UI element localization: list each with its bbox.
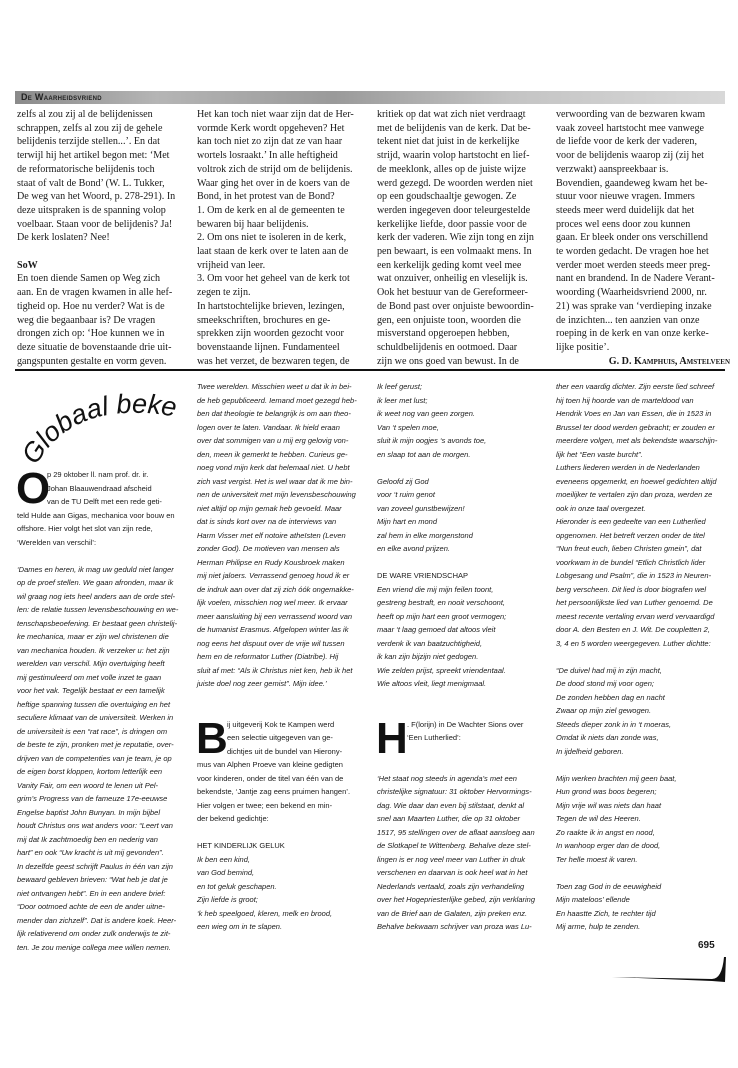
text-line: Twee werelden. Misschien weet u dat ik in bei- — [197, 382, 352, 391]
text-line: een selectie uitgegeven van ge- — [227, 733, 333, 742]
column-title-globaal-bekeken — [14, 378, 189, 468]
magazine-name: De Waarheidsvriend — [21, 92, 102, 102]
text-line: werd gezegd. De woorden werden niet — [377, 177, 533, 189]
text-line: sluit ik mijn oogjes ‘s avonds toe, — [377, 436, 487, 445]
text-line: niet ontvangen hebt”. En in een andere brief: — [17, 888, 166, 898]
text-line: en slaap tot aan de morgen. — [377, 449, 471, 459]
text-line: hij toen hij hoorde van de marteldood van — [556, 395, 694, 405]
text-line — [197, 691, 371, 705]
text-line: lijke positie’. — [556, 341, 610, 353]
text-line: meerdere volgen, met als bekendste waarschijn- — [556, 436, 718, 445]
text-line: misverstand opgeroepen hebben, — [377, 328, 510, 340]
text-line: zal hem in elke morgenstond — [377, 530, 473, 540]
text-line — [17, 245, 191, 259]
text-line: heftige spanning tussen die overtuiging en het — [17, 699, 171, 709]
text-line: mus van Alphen Proeve van kleine gedigten — [197, 760, 343, 769]
text-line: Ik ben een kind, — [197, 854, 250, 864]
text-line: gangspunten gestalte en vorm geven. — [17, 355, 167, 367]
text-line: De kerk loslaten? Nee! — [17, 232, 110, 244]
text-line: Mijn vrije wil was niets dan haat — [556, 800, 662, 810]
text-line: terwijl hij het artikel begon met: ‘Met — [17, 150, 170, 162]
text-line: mij dat Ik zachtmoedig ben en nederig van — [17, 834, 158, 844]
text-line: te worden gedacht. De vragen hoe het — [556, 246, 709, 258]
text-line: Mijn mateloos’ ellende — [556, 895, 630, 904]
text-line: In hartstochtelijke brieven, lezingen, — [197, 300, 345, 312]
text-line: voor de belijdenis waarop zij (zij het — [556, 150, 704, 162]
text-line: schuldbelijdenis en ootmoed. Daar — [377, 341, 518, 353]
text-line: door A. den Besten en J. Wit. De coupletten 2, — [556, 625, 710, 634]
text-line: Zijn liefde is groot; — [197, 895, 258, 904]
text-line: teld Hulde aan Gigas, mechanica voor bouw en — [17, 510, 175, 520]
text-line: Wie zelden prijst, spreekt vriendentaal. — [377, 665, 506, 675]
text-line: de meeklonk, alles op de juiste wijze — [377, 163, 526, 175]
author-signature: G. D. Kamphuis, Amstelveen — [608, 355, 730, 367]
text-line: Zwaar op mijn ziel gewogen. — [556, 706, 652, 715]
drop-cap: H — [376, 713, 408, 763]
text-line: belijdenis terzijde stellen...’. En dat — [17, 136, 160, 148]
text-line: . F(lorijn) in De Wachter Sions over — [407, 719, 524, 729]
text-line: hem en de reformator Luther (Diatribe). Hij — [197, 652, 339, 661]
text-line: Bovendien, gaandeweg kwam het be- — [556, 177, 708, 189]
text-line: was het verzet, de bezwaren tegen, de — [197, 355, 350, 367]
text-line: ‘Het staat nog steeds in agenda’s met een — [377, 773, 517, 783]
text-line: In ijdelheid geboren. — [556, 746, 624, 756]
text-line: Harm Visser met elf notoire atheïsten (Leven — [197, 530, 346, 540]
text-line: ben dat theologie te belangrijk is om aan theo- — [197, 409, 351, 418]
text-line: voorkwam in de bundel “Etlich Christlich lider — [556, 557, 706, 567]
text-line: HET KINDERLIJK GELUK — [197, 841, 285, 850]
text-line: Ter helle moest ik varen. — [556, 854, 638, 864]
text-line: offshore. Hier volgt het slot van zijn rede, — [17, 524, 153, 533]
text-line: grim’s Progress van de fameuze 17e-eeuwse — [17, 794, 168, 803]
text-line: dichtjes uit de bundel van Hierony- — [227, 746, 343, 756]
text-line: 3, 4 en 5 worden weergegeven. Luther dichtte: — [556, 638, 711, 648]
text-line: staat of valt de Bond’ (W. L. Tukker, — [17, 177, 165, 189]
page-end-ornament — [612, 955, 727, 983]
section-divider — [15, 369, 725, 371]
text-line: voelbaar. Staan voor de belijdenis? Ja! — [17, 218, 173, 230]
text-line: de liefde voor de kerk der vaderen, — [556, 136, 697, 148]
text-line: zich vast vergist. Het is wel waar dat ik me bin- — [197, 476, 353, 486]
text-line: met de belijdenis van de kerk. Dat be- — [377, 122, 531, 134]
text-line: nog eens het dispuut over de vrije wil tussen — [197, 638, 345, 648]
text-line: eveneens opgemerkt, en hoewel gedichten altijd — [556, 476, 717, 486]
text-line: deze uitspraken is de spanning volop — [17, 204, 166, 216]
text-line: verwoording van de bezwaren kwam — [556, 109, 706, 120]
text-line: de heb gepubliceerd. Iemand moet gezegd heb- — [197, 395, 357, 405]
text-line: p 29 oktober ll. nam prof. dr. ir. — [47, 470, 149, 479]
text-line: stuur voor nieuwe vragen. Immers — [556, 191, 695, 203]
text-line: verschenen en daarvan is ook heel wat in het — [377, 868, 528, 877]
text-line: Van ‘t spelen moe, — [377, 422, 439, 432]
text-line: gestreng bestraft, en nooit verschoont, — [377, 598, 505, 607]
text-line: drijven van de competenties van je team, je op — [17, 753, 172, 763]
bottom-column-1 — [16, 464, 191, 954]
text-line: Herman Philipse en Rudy Kousbroek maken — [197, 557, 345, 567]
text-line: Hun grond was boos begeren; — [556, 787, 657, 796]
bottom-column-3 — [377, 380, 551, 934]
text-line: van de Brief aan de Galaten, zijn preken enz. — [377, 908, 528, 918]
svg-text:Globaal bekeken — [14, 378, 179, 468]
text-line: de inzichten... ten aanzien van onze — [556, 314, 700, 326]
text-line: de reformatorische belijdenis toch — [17, 163, 155, 175]
text-line: moeilijker te vertalen zijn dan proza, werden ze — [556, 490, 713, 499]
top-column-2 — [197, 108, 371, 368]
text-line: En haastte Zich, te rechter tijd — [556, 908, 656, 918]
text-line: mij gestimuleerd om met volle inzet te gaan — [17, 672, 162, 682]
text-line: bewaren bij haar belijdenis. — [197, 218, 309, 230]
text-line: En toen diende Samen op Weg zich — [17, 273, 161, 285]
top-column-1 — [17, 108, 191, 368]
text-line: vaak zoveel hartstocht mee vanwege — [556, 122, 704, 134]
text-line: Geloofd zij God — [377, 476, 429, 486]
text-line: Mijn hart en mond — [377, 517, 438, 526]
title-text: Globaal beke — [15, 388, 179, 468]
text-line: Hendrik Voes en Jan van Essen, die in 1523 in — [556, 409, 712, 418]
text-line: ik leer met lust; — [377, 395, 428, 405]
text-line: bovenstaande lijnen. Fundamenteel — [197, 341, 340, 353]
text-line — [197, 826, 371, 840]
text-line: ik kan zijn bijzijn niet gedogen. — [377, 652, 479, 661]
text-line: kritiek op dat wat zich niet verdraagt — [377, 109, 526, 120]
text-line: meest recente vertaling ervan werd vervaardigd — [556, 611, 715, 621]
text-line: vormde Kerk wordt opgeheven? Het — [197, 122, 345, 134]
text-line: Waar ging het over in de koers van de — [197, 177, 350, 189]
text-line: 21) was sprake van ‘verdieping inzake — [556, 300, 712, 312]
text-line: de Bond past over onjuiste bewoordin- — [377, 300, 534, 312]
text-line: weg die begaanbaar is? De vragen — [17, 314, 156, 326]
text-line: heeft op mijn hart een groot vermogen; — [377, 611, 507, 621]
text-line: Wie altoos vleit, liegt menigmaal. — [377, 679, 487, 688]
text-line: van zoveel gunstbewijzen! — [377, 503, 465, 513]
top-column-3 — [377, 108, 551, 368]
text-line: houdt Christus ons wat anders voor: “Leert van — [17, 821, 173, 830]
text-line: wat onzuiver, onheilig en vleselijk is. — [377, 273, 528, 285]
text-line: Hieronder is een gedeelte van een Lutherlied — [556, 517, 706, 526]
top-column-4 — [556, 108, 730, 368]
text-line: zegen te zijn. — [197, 287, 251, 299]
text-line: 3. Om voor het geheel van de kerk tot — [197, 273, 350, 285]
text-line: 1. Om de kerk en al de gemeenten te — [197, 204, 345, 216]
text-line: het persoonlijkste lied van Luther genoemd. De — [556, 598, 713, 607]
text-line: verzwakt) aanspreekbaar is. — [556, 163, 669, 175]
text-line: dat is sinds kort over na de interviews van — [197, 517, 337, 526]
text-line: der bekend gedichtje: — [197, 814, 269, 823]
text-line: mij niet jaloers. Verrassend genoeg houd ik er — [197, 571, 350, 580]
text-line: logen over te laten. Vandaar. Ik hield eraan — [197, 422, 340, 432]
text-line: Luthers liederen werden in de Nederlanden — [556, 463, 700, 472]
text-line: van God bemind, — [197, 868, 255, 877]
text-line: pen bewaart, is een volmaakt mens. In — [377, 246, 532, 258]
text-line — [377, 461, 551, 475]
text-line: meer aansluiting bij een verrassend woord van — [197, 611, 353, 621]
text-line: “Door ootmoed achte de een de ander uitne- — [17, 902, 166, 911]
text-line: Engelse baptist John Bunyan. In mijn bijbel — [17, 807, 161, 817]
text-line — [556, 866, 730, 880]
text-line: voltrok zich de strijd om de belijdenis. — [197, 163, 353, 175]
text-line: ‘k heb speelgoed, kleren, melk en brood, — [197, 908, 333, 918]
text-line: 1517, 95 stellingen over de aflaat aansloeg aan — [377, 827, 535, 837]
text-line: vrijheid van leer. — [197, 259, 266, 271]
text-line: Behalve bekwaam schrijver van proza was Lu- — [377, 922, 532, 931]
text-line: seculiere klimaat van de universiteit. Werken in — [17, 713, 174, 722]
text-line: werelden van verschil. Mijn overtuiging heeft — [17, 659, 165, 668]
text-line: aan. En de vragen kwamen in alle hef- — [17, 287, 173, 299]
text-line: zonder God). De motieven van mensen als — [197, 544, 340, 553]
text-line: ik weet nog van geen zorgen. — [377, 409, 475, 418]
text-line: voor ‘t ruim genot — [377, 490, 435, 499]
text-line: Steeds dieper zonk in in ‘t moeras, — [556, 719, 672, 729]
text-line: ther een vaardig dichter. Zijn eerste lied schreef — [556, 382, 715, 391]
text-line: niet altijd op mijn gemak heb gevoeld. Maar — [197, 503, 342, 513]
text-line: de eigen borst kloppen, kortom letterlijk een — [17, 767, 163, 776]
text-line: DE WARE VRIENDSCHAP — [377, 571, 468, 580]
text-line: ook in onze taal overgezet. — [556, 503, 646, 513]
text-line: “Nun freut euch, lieben Christen gmein”, dat — [556, 544, 702, 553]
text-line: lijk voelen, misschien nog wel meer. Ik ervaar — [197, 598, 348, 607]
text-line — [17, 549, 191, 563]
text-line: ‘Dames en heren, ik mag uw geduld niet langer — [17, 564, 174, 574]
text-line: bewaard gebleven brieven: “Wat heb je dat je — [17, 875, 168, 884]
text-line: gen, een onjuiste toon, woorden die — [377, 314, 521, 326]
text-line: In dezelfde geest schrijft Paulus in één van zijn — [17, 861, 173, 871]
page-number: 695 — [698, 940, 715, 951]
bottom-column-4 — [556, 380, 730, 934]
text-line: ke mechanica, maar er zijn wel christenen die — [17, 632, 169, 641]
text-line: de beste te zijn, pronken met je reputatie, over- — [17, 740, 174, 749]
text-line: Omdat ik niets dan zonde was, — [556, 733, 659, 742]
text-line: De zonden hebben dag en nacht — [556, 692, 665, 702]
text-line: “De duivel had mij in zijn macht, — [556, 665, 662, 675]
text-line: roeping in de kerk en van onze kerke- — [556, 328, 709, 340]
text-line: ‘Een Lutherlied’: — [407, 733, 461, 742]
text-line: de humanist Erasmus. Afgelopen winter las ik — [197, 625, 349, 634]
text-line: Ik leef gerust; — [377, 382, 423, 391]
text-line: smeekschriften, brochures en ge- — [197, 314, 331, 326]
drop-cap: B — [196, 713, 228, 763]
text-line: Mijn werken brachten mij geen baat, — [556, 773, 677, 783]
text-line: bekendste, ‘Jantje zag eens pruimen hangen’. — [197, 787, 351, 796]
text-line: Brussel ter dood werden gebracht; er zouden er — [556, 422, 715, 432]
text-line: Het kan toch niet waar zijn dat de Her- — [197, 109, 354, 120]
text-line: Een vriend die mij mijn feilen toont, — [377, 584, 494, 594]
text-line: zijn we ons goed van bewust. In de — [377, 355, 519, 367]
text-line: den, meen ik gemerkt te hebben. Curieus ge- — [197, 449, 348, 459]
text-line: Nederlands vertaald, zoals zijn verhandeling — [377, 881, 525, 891]
text-line: kerkelijke liefde, door passie voor de — [377, 218, 527, 230]
text-line: de Slotkapel te Wittenberg. Behalve deze stel- — [377, 841, 531, 850]
text-line: over het Hogepriesterlijke gebed, zijn verklaring — [377, 895, 535, 904]
text-line: snel aan Maarten Luther, die op 31 oktober — [377, 814, 521, 823]
text-line — [556, 758, 730, 772]
text-line — [556, 650, 730, 664]
text-line: noeg vond mijn kerk dat helemaal niet. U hebt — [197, 463, 350, 472]
text-line: de indruk aan over dat zij zich óók ongemakke- — [197, 584, 354, 594]
text-line: woording (Waarheidsvriend 2000, nr. — [556, 287, 707, 299]
text-line: mender dan zichzelf”. Dat is andere koek. Heer- — [17, 915, 177, 925]
text-line: op een goudschaaltje gewogen. Ze — [377, 191, 517, 203]
text-line: ten. Je zou menige collega mee willen nemen. — [17, 942, 171, 952]
text-line: voor kinderen, onder de titel van één van de — [197, 773, 344, 783]
text-line: sluit af met: “Als ik Christus niet ken, heb ik het — [197, 665, 353, 675]
text-line: werden ingegeven door teleurgestelde — [377, 204, 531, 216]
text-line: laat staan de kerk over te laten aan de — [197, 246, 349, 258]
text-line: len: de relatie tussen levensbeschouwing en we- — [17, 605, 179, 614]
text-line: maar ‘t laag gemoed dat altoos vleit — [377, 625, 496, 634]
text-line: schrappen, zelfs al zou zij de gehele — [17, 122, 163, 134]
text-line: een wieg om in te slapen. — [197, 922, 283, 931]
text-line: hart” en ook “Uw kracht is uit mij gevonden”. — [17, 848, 164, 857]
text-line: De weg van het Woord, p. 278-291). In — [17, 191, 176, 203]
text-line: steeds meer werd duidelijk dat het — [556, 204, 695, 216]
text-line: wil graag nog iets heel anders aan de orde stel- — [17, 591, 176, 601]
text-line: verder moet werden steeds meer preg- — [556, 259, 711, 271]
section-heading: SoW — [17, 259, 38, 271]
text-line: christelijke signatuur: 31 oktober Hervormings- — [377, 787, 532, 796]
text-line: Toen zag God in de eeuwigheid — [556, 881, 662, 891]
text-line: Tegen de wil des Heeren. — [556, 814, 641, 823]
text-line: Mij arme, hulp te zenden. — [556, 922, 641, 931]
text-line: ‘Werelden van verschil’: — [17, 537, 97, 547]
text-line: Lobgesang und Psalm”, die in 1523 in Neuren- — [556, 571, 712, 580]
text-line: Vanity Fair, om een woord te lenen uit Pel- — [17, 780, 159, 790]
text-line: en tot geluk geschapen. — [197, 881, 277, 891]
text-line: deze situatie de bovenstaande drie uit- — [17, 341, 172, 353]
text-line: Bond, in het protest van de Bond? — [197, 191, 335, 203]
text-line: wortels losraakt.’ In alle heftigheid — [197, 150, 338, 162]
text-line: dag. Wie daar dan even bij stilstaat, denkt al — [377, 800, 525, 810]
drop-cap: O — [16, 464, 51, 513]
text-line: lijk relativerend om onder zulk onderwijs te zit- — [17, 929, 171, 938]
text-line: ij uitgeverij Kok te Kampen werd — [227, 719, 335, 729]
text-line: lijk het “Een vaste burcht”. — [556, 449, 643, 459]
text-line: Zo raakte ik in angst en nood, — [556, 827, 655, 837]
text-line: voor het vak. Tegelijk bestaat er een tamelijk — [17, 686, 165, 695]
text-line: op de proef stellen. We gaan afronden, maar ik — [17, 578, 174, 587]
bottom-column-2 — [197, 380, 371, 934]
text-line: de universiteit is een “rat race”, is dringen om — [17, 726, 168, 736]
text-line: De dood stond mij voor ogen; — [556, 679, 654, 688]
text-line: berg verscheen. Dit lied is door biografen wel — [556, 584, 707, 594]
text-line: van de TU Delft met een rede geti- — [47, 497, 162, 506]
text-line: strijd, waarin volop hartstocht en lief- — [377, 150, 530, 162]
text-line: zelfs al zou zij al de belijdenissen — [17, 109, 153, 120]
text-line: tenschapsbeoefening. Er bestaat geen christelij- — [17, 618, 178, 628]
text-line: nen de universiteit met mijn levensbeschouwing — [197, 490, 356, 499]
text-line: over dat sommigen van u mij erg gelovig von- — [197, 436, 349, 445]
text-line: juiste doel nog zeer gemist”. Mijn idee.’ — [197, 679, 327, 688]
text-line: tekent niet dat juist in de kerkelijke — [377, 136, 520, 148]
text-line: kan toch niet zo zijn dat ze van haar — [197, 136, 343, 148]
text-line: en elke avond prijzen. — [377, 544, 450, 553]
text-line: Ook het bestuur van de Gereformeer- — [377, 287, 528, 299]
text-line: nant en brandend. In de Nadere Verant- — [556, 273, 715, 285]
text-line: een kerkelijk geding komt veel mee — [377, 259, 522, 271]
text-line: gaan. Er bleek onder ons verschillend — [556, 232, 708, 244]
text-line: kerk der vaderen. Wie zijn tong en zijn — [377, 232, 534, 244]
text-line: tigheid op. Hoe nu verder? Wat is de — [17, 300, 165, 312]
text-line: Hier volgen er twee; een bekend en min- — [197, 800, 333, 810]
magazine-header-bar — [15, 91, 725, 104]
text-line: sprekken zijn woorden gezocht voor — [197, 328, 344, 340]
text-line: van mechanica houden. Ik verzeker u: het zijn — [17, 645, 170, 655]
text-line — [377, 556, 551, 570]
text-line: In wanhoop erger dan de dood, — [556, 841, 661, 850]
text-line: 2. Om ons niet te isoleren in de kerk, — [197, 232, 347, 244]
text-line: lingen is er nog veel meer van Luther in druk — [377, 854, 526, 864]
text-line: verdenk ik van baatzuchtigheid, — [377, 638, 483, 648]
text-line: drongen zich op: ‘Hoe kunnen we in — [17, 328, 165, 340]
text-line: opgenomen. Het betreft verzen onder de titel — [556, 530, 705, 540]
text-line — [377, 691, 551, 705]
text-line: Johan Blaauwendraad afscheid — [47, 483, 152, 493]
text-line: proces wel eens door zou kunnen — [556, 218, 691, 230]
